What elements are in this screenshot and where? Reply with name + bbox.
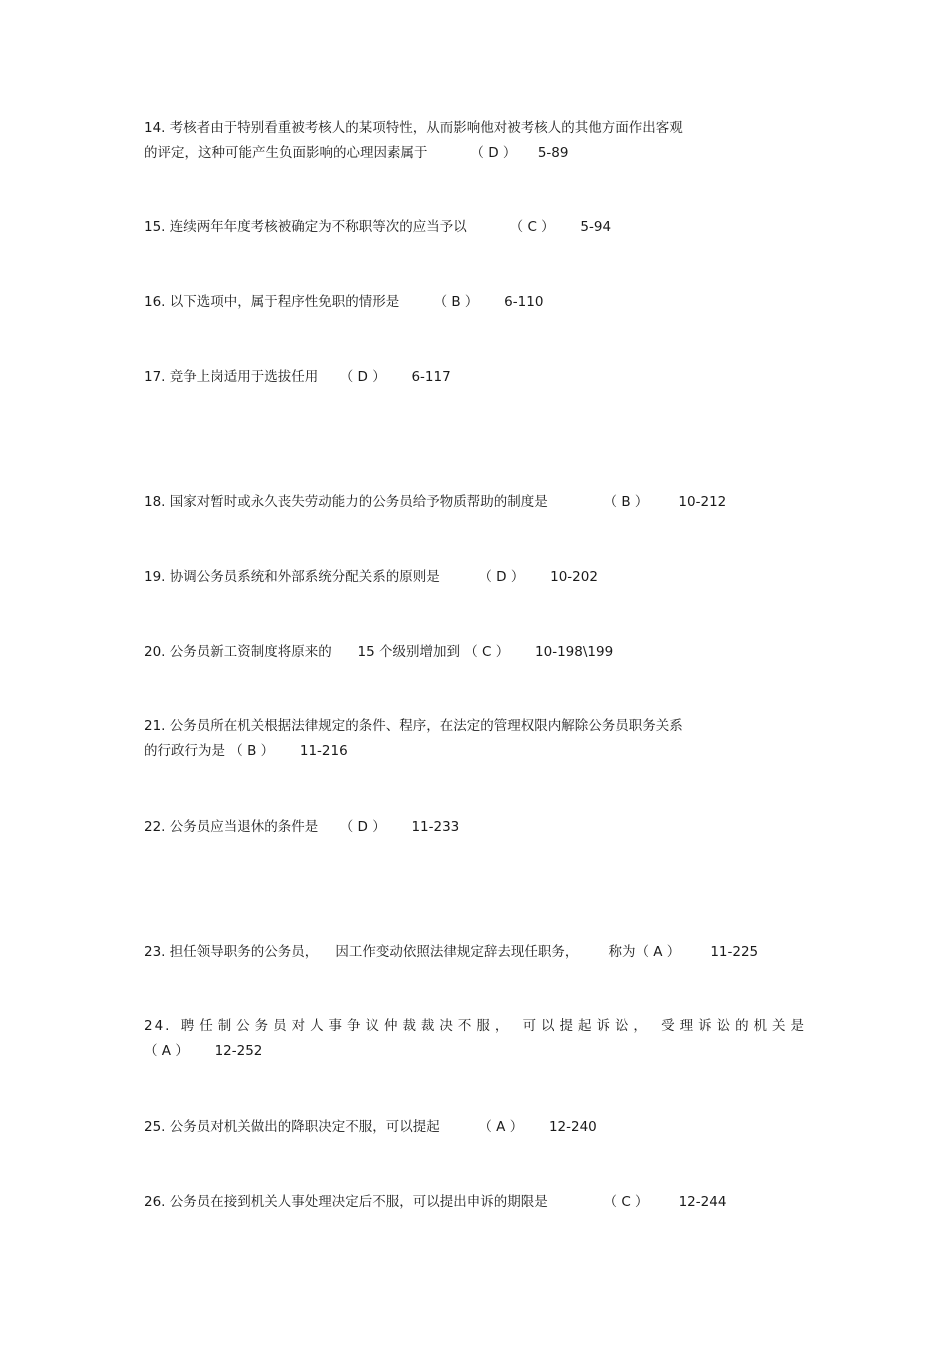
question-17: [144, 365, 451, 390]
question-text: 18. 国家对暂时或永久丧失劳动能力的公务员给予物质帮助的制度是 （ B ） 10-212: [144, 494, 727, 510]
question-24: [144, 1014, 806, 1064]
question-text: 24. 聘任制公务员对人事争议仲裁裁决不服， 可以提起诉讼， 受理诉讼的机关是: [144, 1018, 806, 1034]
question-14: [144, 116, 683, 166]
question-text: 21. 公务员所在机关根据法律规定的条件、程序，在法定的管理权限内解除公务员职务关系: [144, 718, 683, 734]
question-16: [144, 290, 543, 315]
question-text: 19. 协调公务员系统和外部系统分配关系的原则是 （ D ） 10-202: [144, 569, 598, 585]
question-text: 的行政行为是 （ B ） 11-216: [144, 743, 348, 759]
question-text: 16. 以下选项中，属于程序性免职的情形是 （ B ） 6-110: [144, 294, 544, 310]
question-22: [144, 815, 459, 840]
question-text: 的评定，这种可能产生负面影响的心理因素属于 （ D ） 5-89: [144, 145, 569, 161]
question-text: 26. 公务员在接到机关人事处理决定后不服，可以提出申诉的期限是 （ C ） 12-244: [144, 1194, 727, 1210]
question-23: [144, 940, 758, 965]
question-text: 25. 公务员对机关做出的降职决定不服，可以提起 （ A ） 12-240: [144, 1119, 597, 1135]
question-21: [144, 714, 683, 764]
question-18: [144, 490, 726, 515]
question-25: [144, 1115, 597, 1140]
question-20: [144, 640, 613, 665]
question-text: 22. 公务员应当退休的条件是 （ D ） 11-233: [144, 819, 460, 835]
question-text: 14. 考核者由于特别看重被考核人的某项特性，从而影响他对被考核人的其他方面作出客观: [144, 120, 683, 136]
question-text: （ A ） 12-252: [144, 1043, 263, 1059]
question-text: 15. 连续两年年度考核被确定为不称职等次的应当予以 （ C ） 5-94: [144, 219, 612, 235]
question-text: 17. 竞争上岗适用于选拔任用 （ D ） 6-117: [144, 369, 451, 385]
question-26: [144, 1190, 726, 1215]
question-15: [144, 215, 611, 240]
question-text: 20. 公务员新工资制度将原来的 15 个级别增加到 （ C ） 10-198\199: [144, 644, 614, 660]
question-text: 23. 担任领导职务的公务员， 因工作变动依照法律规定辞去现任职务， 称为（ A ） 11-225: [144, 944, 759, 960]
question-19: [144, 565, 598, 590]
